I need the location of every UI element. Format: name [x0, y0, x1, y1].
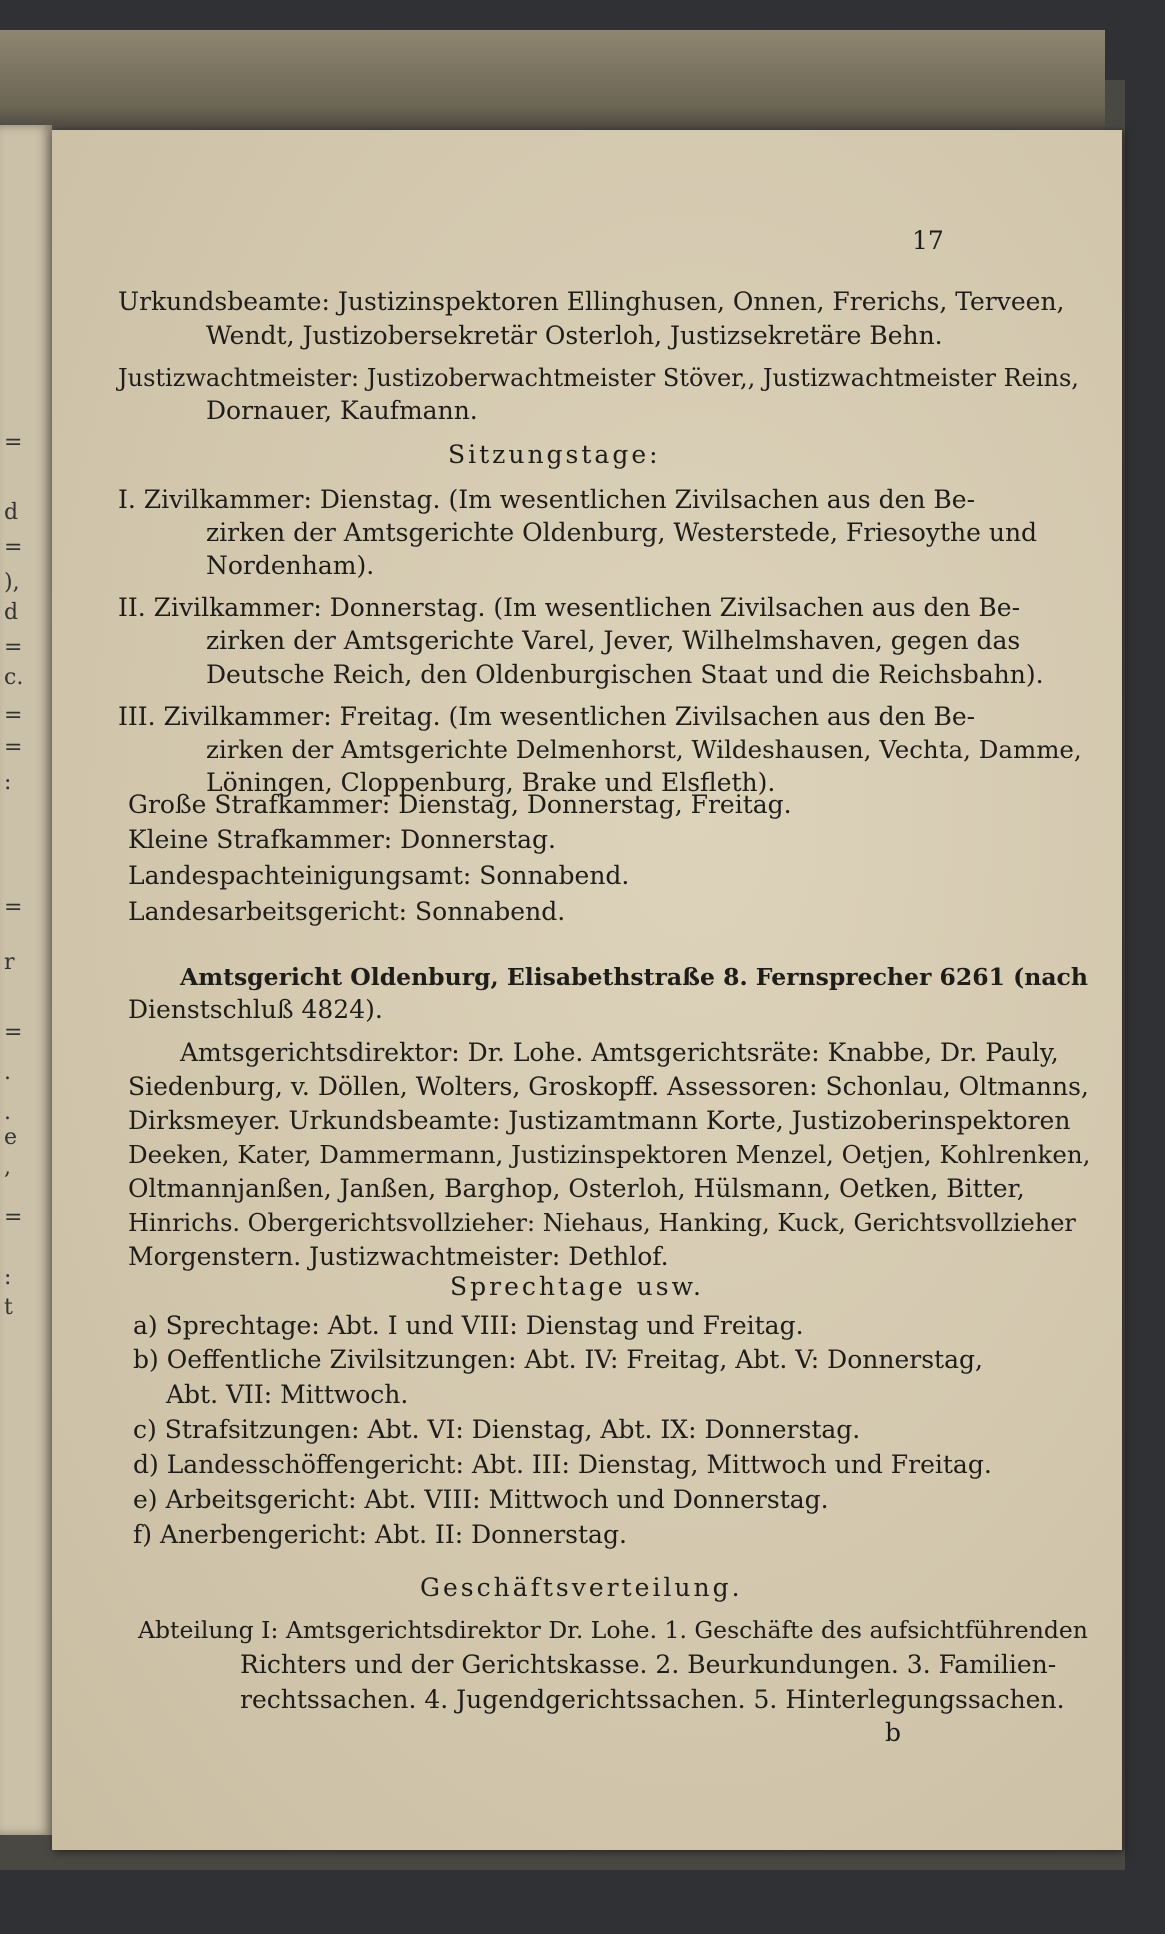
text-line: Löningen, Cloppenburg, Brake und Elsfleth).: [206, 768, 776, 797]
margin-mark: =: [4, 703, 23, 728]
text-line: Deeken, Kater, Dammermann, Justizinspektoren Menzel, Oetjen, Kohlrenken,: [128, 1140, 1091, 1169]
text-line: e) Arbeitsgericht: Abt. VIII: Mittwoch und Donnerstag.: [133, 1485, 829, 1514]
text-line: zirken der Amtsgerichte Delmenhorst, Wildeshausen, Vechta, Damme,: [206, 735, 1082, 764]
text-line: II. Zivilkammer: Donnerstag. (Im wesentlichen Zivilsachen aus den Be-: [118, 593, 1021, 622]
text-line: Urkundsbeamte: Justizinspektoren Ellinghusen, Onnen, Frerichs, Terveen,: [118, 287, 1065, 316]
margin-mark: =: [4, 635, 23, 660]
text-line: Wendt, Justizobersekretär Osterloh, Justizsekretäre Behn.: [206, 321, 943, 350]
section-heading: Sprechtage usw.: [450, 1272, 704, 1301]
text-line: Landespachteinigungsamt: Sonnabend.: [128, 861, 630, 890]
text-line: f) Anerbengericht: Abt. II: Donnerstag.: [133, 1520, 627, 1549]
margin-mark: .: [4, 1060, 11, 1085]
margin-mark: =: [4, 735, 23, 760]
section-heading: Sitzungstage:: [448, 440, 661, 469]
margin-mark: =: [4, 430, 23, 455]
text-line: b) Oeffentliche Zivilsitzungen: Abt. IV: Freitag, Abt. V: Donnerstag,: [133, 1345, 983, 1374]
margin-mark: t: [4, 1295, 13, 1320]
margin-mark: ),: [4, 570, 20, 595]
margin-mark: .: [4, 1100, 11, 1125]
margin-mark: =: [4, 535, 23, 560]
page-number: 17: [912, 226, 944, 255]
text-line: Oltmannjanßen, Janßen, Barghop, Osterloh, Hülsmann, Oetken, Bitter,: [128, 1174, 1025, 1203]
margin-mark: d: [4, 500, 19, 525]
text-line: Hinrichs. Obergerichtsvollzieher: Niehaus, Hanking, Kuck, Gerichtsvollzieher: [128, 1209, 1076, 1237]
margin-mark: :: [4, 770, 12, 795]
section-heading: Geschäftsverteilung.: [420, 1573, 743, 1602]
text-line: Richters und der Gerichtskasse. 2. Beurkundungen. 3. Familien-: [240, 1650, 1057, 1679]
text-line: Nordenham).: [206, 551, 375, 580]
text-line: Abteilung I: Amtsgerichtsdirektor Dr. Lohe. 1. Geschäfte des aufsichtführenden: [138, 1616, 1088, 1644]
text-line: Justizwachtmeister: Justizoberwachtmeister Stöver,, Justizwachtmeister Reins,: [118, 364, 1079, 392]
margin-mark: =: [4, 1205, 23, 1230]
text-line: Deutsche Reich, den Oldenburgischen Staat und die Reichsbahn).: [206, 660, 1044, 689]
text-line: d) Landesschöffengericht: Abt. III: Dienstag, Mittwoch und Freitag.: [133, 1450, 992, 1479]
text-line: a) Sprechtage: Abt. I und VIII: Dienstag und Freitag.: [133, 1311, 804, 1340]
text-line: I. Zivilkammer: Dienstag. (Im wesentlichen Zivilsachen aus den Be-: [118, 485, 976, 514]
margin-mark: e: [4, 1125, 18, 1150]
text-line: zirken der Amtsgerichte Varel, Jever, Wilhelmshaven, gegen das: [206, 626, 1021, 655]
margin-mark: =: [4, 895, 23, 920]
margin-mark: c.: [4, 665, 24, 690]
text-line: Dirksmeyer. Urkundsbeamte: Justizamtmann Korte, Justizoberinspektoren: [128, 1106, 1071, 1135]
text-line: Amtsgerichtsdirektor: Dr. Lohe. Amtsgerichtsräte: Knabbe, Dr. Pauly,: [180, 1038, 1059, 1067]
margin-mark: ,: [4, 1155, 11, 1180]
text-line: rechtssachen. 4. Jugendgerichtssachen. 5. Hinterlegungssachen.: [240, 1685, 1065, 1714]
text-line: Landesarbeitsgericht: Sonnabend.: [128, 897, 566, 926]
signature-mark: b: [885, 1718, 902, 1747]
margin-mark: :: [4, 1265, 12, 1290]
text-line: Morgenstern. Justizwachtmeister: Dethlof.: [128, 1242, 669, 1271]
margin-mark: r: [4, 950, 15, 975]
margin-mark: d: [4, 600, 19, 625]
text-line: Dornauer, Kaufmann.: [206, 396, 478, 425]
text-line: Kleine Strafkammer: Donnerstag.: [128, 825, 556, 854]
text-line: III. Zivilkammer: Freitag. (Im wesentlichen Zivilsachen aus den Be-: [118, 702, 976, 731]
left-page-edge: [0, 125, 52, 1835]
text-line: c) Strafsitzungen: Abt. VI: Dienstag, Abt. IX: Donnerstag.: [133, 1415, 861, 1444]
text-line: Dienstschluß 4824).: [128, 995, 383, 1024]
book-top-edge: [0, 30, 1105, 140]
margin-mark: =: [4, 1020, 23, 1045]
text-line: zirken der Amtsgerichte Oldenburg, Westerstede, Friesoythe und: [206, 518, 1038, 547]
text-line: Große Strafkammer: Dienstag, Donnerstag, Freitag.: [128, 790, 792, 819]
text-line: Abt. VII: Mittwoch.: [166, 1380, 409, 1409]
text-line: Siedenburg, v. Döllen, Wolters, Groskopff. Assessoren: Schonlau, Oltmanns,: [128, 1072, 1089, 1101]
court-heading: Amtsgericht Oldenburg, Elisabethstraße 8. Fernsprecher 6261 (nach: [180, 963, 1088, 991]
